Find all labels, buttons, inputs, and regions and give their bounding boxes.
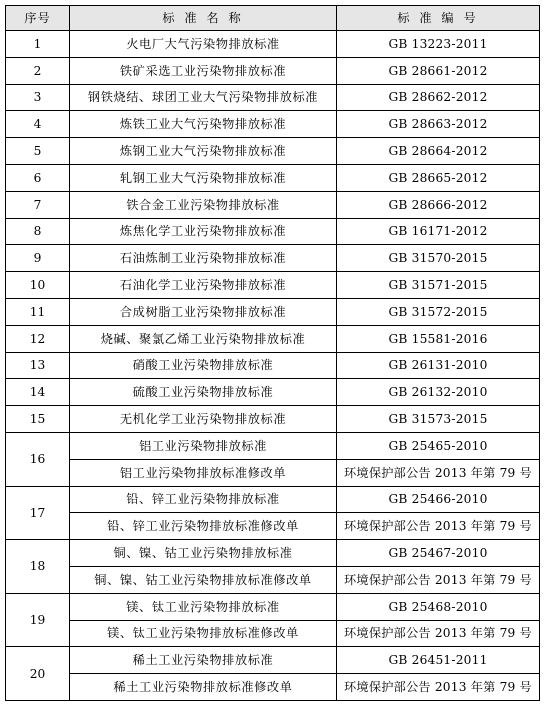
standard-code: GB 28665-2012 <box>337 164 540 191</box>
row-seq: 20 <box>6 647 70 701</box>
standard-name: 合成树脂工业污染物排放标准 <box>70 298 337 325</box>
header-row <box>6 6 540 31</box>
row-seq: 14 <box>6 379 70 406</box>
row-seq: 5 <box>6 138 70 165</box>
table-row <box>6 674 540 701</box>
standard-code: 环境保护部公告 2013 年第 79 号 <box>337 674 540 701</box>
table-row <box>6 325 540 352</box>
standard-name: 钢铁烧结、球团工业大气污染物排放标准 <box>70 84 337 111</box>
standard-code: GB 15581-2016 <box>337 325 540 352</box>
standard-name: 炼焦化学工业污染物排放标准 <box>70 218 337 245</box>
table-row <box>6 513 540 540</box>
standards-sheet <box>5 5 539 701</box>
table-row <box>6 191 540 218</box>
standard-code: GB 13223-2011 <box>337 31 540 58</box>
standard-code: GB 25466-2010 <box>337 486 540 513</box>
table-row <box>6 432 540 459</box>
table-row <box>6 84 540 111</box>
standard-name: 铁合金工业污染物排放标准 <box>70 191 337 218</box>
standard-code: 环境保护部公告 2013 年第 79 号 <box>337 459 540 486</box>
row-seq: 2 <box>6 57 70 84</box>
table-row <box>6 406 540 433</box>
standard-code: GB 25465-2010 <box>337 432 540 459</box>
standard-code: GB 28666-2012 <box>337 191 540 218</box>
row-seq: 17 <box>6 486 70 540</box>
row-seq: 4 <box>6 111 70 138</box>
table-header <box>6 6 540 31</box>
standard-code: GB 31572-2015 <box>337 298 540 325</box>
row-seq: 8 <box>6 218 70 245</box>
header-seq: 序号 <box>6 6 70 31</box>
standard-name: 轧钢工业大气污染物排放标准 <box>70 164 337 191</box>
table-row <box>6 566 540 593</box>
standard-code: GB 28661-2012 <box>337 57 540 84</box>
standard-name: 烧碱、聚氯乙烯工业污染物排放标准 <box>70 325 337 352</box>
row-seq: 19 <box>6 593 70 647</box>
standard-name: 铁矿采选工业污染物排放标准 <box>70 57 337 84</box>
table-row <box>6 647 540 674</box>
standard-code: GB 28662-2012 <box>337 84 540 111</box>
table-row <box>6 272 540 299</box>
standard-code: GB 26131-2010 <box>337 352 540 379</box>
row-seq: 18 <box>6 540 70 594</box>
row-seq: 11 <box>6 298 70 325</box>
standard-name: 铅、锌工业污染物排放标准修改单 <box>70 513 337 540</box>
standard-name: 炼钢工业大气污染物排放标准 <box>70 138 337 165</box>
table-row <box>6 31 540 58</box>
table-row <box>6 164 540 191</box>
standard-name: 镁、钛工业污染物排放标准修改单 <box>70 620 337 647</box>
row-seq: 16 <box>6 432 70 486</box>
standard-name: 稀土工业污染物排放标准修改单 <box>70 674 337 701</box>
standard-name: 稀土工业污染物排放标准 <box>70 647 337 674</box>
standard-name: 铝工业污染物排放标准修改单 <box>70 459 337 486</box>
row-seq: 7 <box>6 191 70 218</box>
row-seq: 12 <box>6 325 70 352</box>
standard-code: 环境保护部公告 2013 年第 79 号 <box>337 513 540 540</box>
standard-name: 硫酸工业污染物排放标准 <box>70 379 337 406</box>
standard-code: GB 26451-2011 <box>337 647 540 674</box>
emission-standards-table <box>5 5 540 701</box>
standard-name: 石油化学工业污染物排放标准 <box>70 272 337 299</box>
standard-name: 铅、锌工业污染物排放标准 <box>70 486 337 513</box>
standard-code: GB 25467-2010 <box>337 540 540 567</box>
table-row <box>6 593 540 620</box>
table-row <box>6 540 540 567</box>
standard-code: 环境保护部公告 2013 年第 79 号 <box>337 620 540 647</box>
row-seq: 1 <box>6 31 70 58</box>
standard-name: 火电厂大气污染物排放标准 <box>70 31 337 58</box>
standard-name: 铝工业污染物排放标准 <box>70 432 337 459</box>
row-seq: 15 <box>6 406 70 433</box>
standard-name: 铜、镍、钴工业污染物排放标准修改单 <box>70 566 337 593</box>
standard-name: 炼铁工业大气污染物排放标准 <box>70 111 337 138</box>
table-row <box>6 486 540 513</box>
standard-name: 铜、镍、钴工业污染物排放标准 <box>70 540 337 567</box>
standard-code: 环境保护部公告 2013 年第 79 号 <box>337 566 540 593</box>
table-row <box>6 245 540 272</box>
table-body <box>6 31 540 701</box>
header-code: 标 准 编 号 <box>337 6 540 31</box>
standard-name: 镁、钛工业污染物排放标准 <box>70 593 337 620</box>
table-row <box>6 298 540 325</box>
table-row <box>6 138 540 165</box>
standard-name: 硝酸工业污染物排放标准 <box>70 352 337 379</box>
standard-code: GB 28664-2012 <box>337 138 540 165</box>
standard-code: GB 31573-2015 <box>337 406 540 433</box>
table-row <box>6 57 540 84</box>
row-seq: 10 <box>6 272 70 299</box>
standard-name: 石油炼制工业污染物排放标准 <box>70 245 337 272</box>
header-name: 标 准 名 称 <box>70 6 337 31</box>
standard-code: GB 16171-2012 <box>337 218 540 245</box>
standard-code: GB 31571-2015 <box>337 272 540 299</box>
standard-name: 无机化学工业污染物排放标准 <box>70 406 337 433</box>
row-seq: 9 <box>6 245 70 272</box>
standard-code: GB 28663-2012 <box>337 111 540 138</box>
table-row <box>6 352 540 379</box>
row-seq: 13 <box>6 352 70 379</box>
standard-code: GB 26132-2010 <box>337 379 540 406</box>
row-seq: 6 <box>6 164 70 191</box>
table-row <box>6 459 540 486</box>
table-row <box>6 379 540 406</box>
standard-code: GB 31570-2015 <box>337 245 540 272</box>
row-seq: 3 <box>6 84 70 111</box>
standard-code: GB 25468-2010 <box>337 593 540 620</box>
table-row <box>6 620 540 647</box>
table-row <box>6 111 540 138</box>
table-row <box>6 218 540 245</box>
